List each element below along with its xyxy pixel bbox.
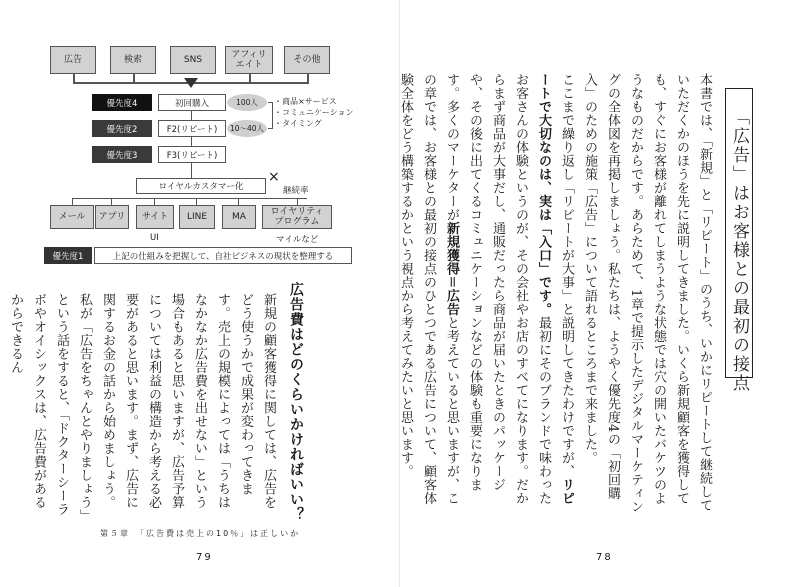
connector-line [272, 102, 273, 129]
first-purchase-box: 初回購入 [158, 94, 226, 111]
note-item: ・商品×サービス [274, 97, 337, 106]
body-paragraph: 本書では、「新規」と「リピート」のうち、いかにリピートして継続していただくかのほうを先に説明してきました。いくら新規顧客を獲得しても、すぐにお客様が離れてしまうような状態では穴の開いたバケツのようなものだからです。あらためて、1章で提示したデジタルマーケティングの全体図を再掲しましょう。私たちは、ようやく優先度4の「初回購入」のための施策「広告」について語れるところまで来ました。 [582, 73, 712, 514]
channel-loyalty-program-box: ロイヤリティ プログラム [262, 205, 332, 229]
channel-site-box: サイト [136, 205, 174, 229]
source-affiliate-box: アフィリ エイト [225, 46, 273, 74]
page-78-body [398, 60, 716, 515]
running-head: 第５章 「広告費は売上の10％」は正しいか [100, 529, 301, 538]
source-search-box: 検索 [110, 46, 156, 74]
channel-ma-box: MA [222, 205, 256, 229]
connector-line [72, 198, 73, 205]
note-item: ・コミュニケーション [274, 107, 354, 117]
page-79-body [8, 280, 280, 516]
connector-line [249, 74, 251, 82]
connector-line [191, 163, 192, 178]
text-run: と考えていると思いますが、この章では、お客様との最初の接点のひとつである広告について、顧客体験全体をどう構築するかという視点から考えてみたいと思います。 [398, 73, 459, 506]
emphasis-text: リピートで大切なのは、実は「入口」です。 [536, 73, 574, 505]
priority-2-label: 優先度2 [92, 120, 152, 137]
chapter-title: 「広告」はお客様との最初の接点 [729, 108, 749, 393]
connector-line [191, 111, 192, 120]
section-heading: 広告費はどのくらいかければいい？ [288, 282, 304, 522]
priority-4-label: 優先度4 [92, 94, 152, 111]
text-run: ここまで繰り返し「リピートが大事」と説明してきたわけですが、 [559, 73, 574, 478]
page-number: 79 [196, 552, 213, 563]
source-sns-box: SNS [170, 46, 216, 74]
down-arrow-icon [184, 78, 198, 88]
source-other-box: その他 [284, 46, 330, 74]
connector-line [238, 198, 239, 205]
body-paragraph: 新規の顧客獲得に関しては、広告をどう使うかで成果が変わってきます。売上の規模によっては「うちはなかなか広告費を出せない」という場合もあると思いますが、広告予算については利益の構造から考える必要があると思います。まず、広告に関するお金の話から始めましょう。 [100, 293, 276, 509]
source-ad-box: 広告 [50, 46, 96, 74]
channel-line-box: LINE [179, 205, 215, 229]
f2-repeat-box: F2(リピート) [158, 120, 226, 137]
connector-line [196, 198, 197, 205]
connector-line [307, 74, 309, 82]
f3-repeat-box: F3(リピート) [158, 146, 226, 163]
mile-caption: マイルなど [276, 235, 319, 245]
connector-line [154, 198, 155, 205]
count-oval: 100人 [227, 94, 267, 111]
retention-label: 継続率 [283, 186, 309, 196]
connector-line [73, 74, 75, 82]
body-paragraph [394, 60, 578, 515]
ui-caption: UI [150, 233, 159, 243]
multiply-icon: × [268, 169, 280, 185]
priority-1-label: 優先度1 [44, 247, 92, 264]
emphasis-text: 新規獲得＝広告 [444, 221, 459, 317]
priority-1-description: 上記の仕組みを把握して、自社ビジネスの現状を整理する [94, 247, 352, 264]
connector-line [191, 137, 192, 146]
body-paragraph: 私が「広告をちゃんとやりましょう」という話をすると、「ドクターシーラボやオイシックスは、広告費があるからできるん [8, 293, 92, 516]
text-run: 最初にそのブランドで味わったお客さんの体験というのが、その会社やお店のすべてになります。だからまず商品が大事だし、通販だったら商品が届いたときのパッケージや、その後に出てくるコミュニケーションなどの体験も重要になります。多くのマーケターが [444, 73, 551, 505]
factor-notes [274, 97, 354, 129]
page-number: 78 [596, 552, 613, 563]
connector-line [133, 74, 135, 82]
royal-customer-box: ロイヤルカスタマー化 [136, 178, 266, 194]
connector-line [111, 198, 112, 205]
channel-mail-box: メール [50, 205, 94, 229]
connector-line [72, 198, 307, 199]
count-oval: 10〜40人 [227, 120, 267, 137]
priority-3-label: 優先度3 [92, 146, 152, 163]
connector-line [297, 198, 298, 205]
channel-app-box: アプリ [95, 205, 129, 229]
note-item: ・タイミング [274, 118, 322, 128]
